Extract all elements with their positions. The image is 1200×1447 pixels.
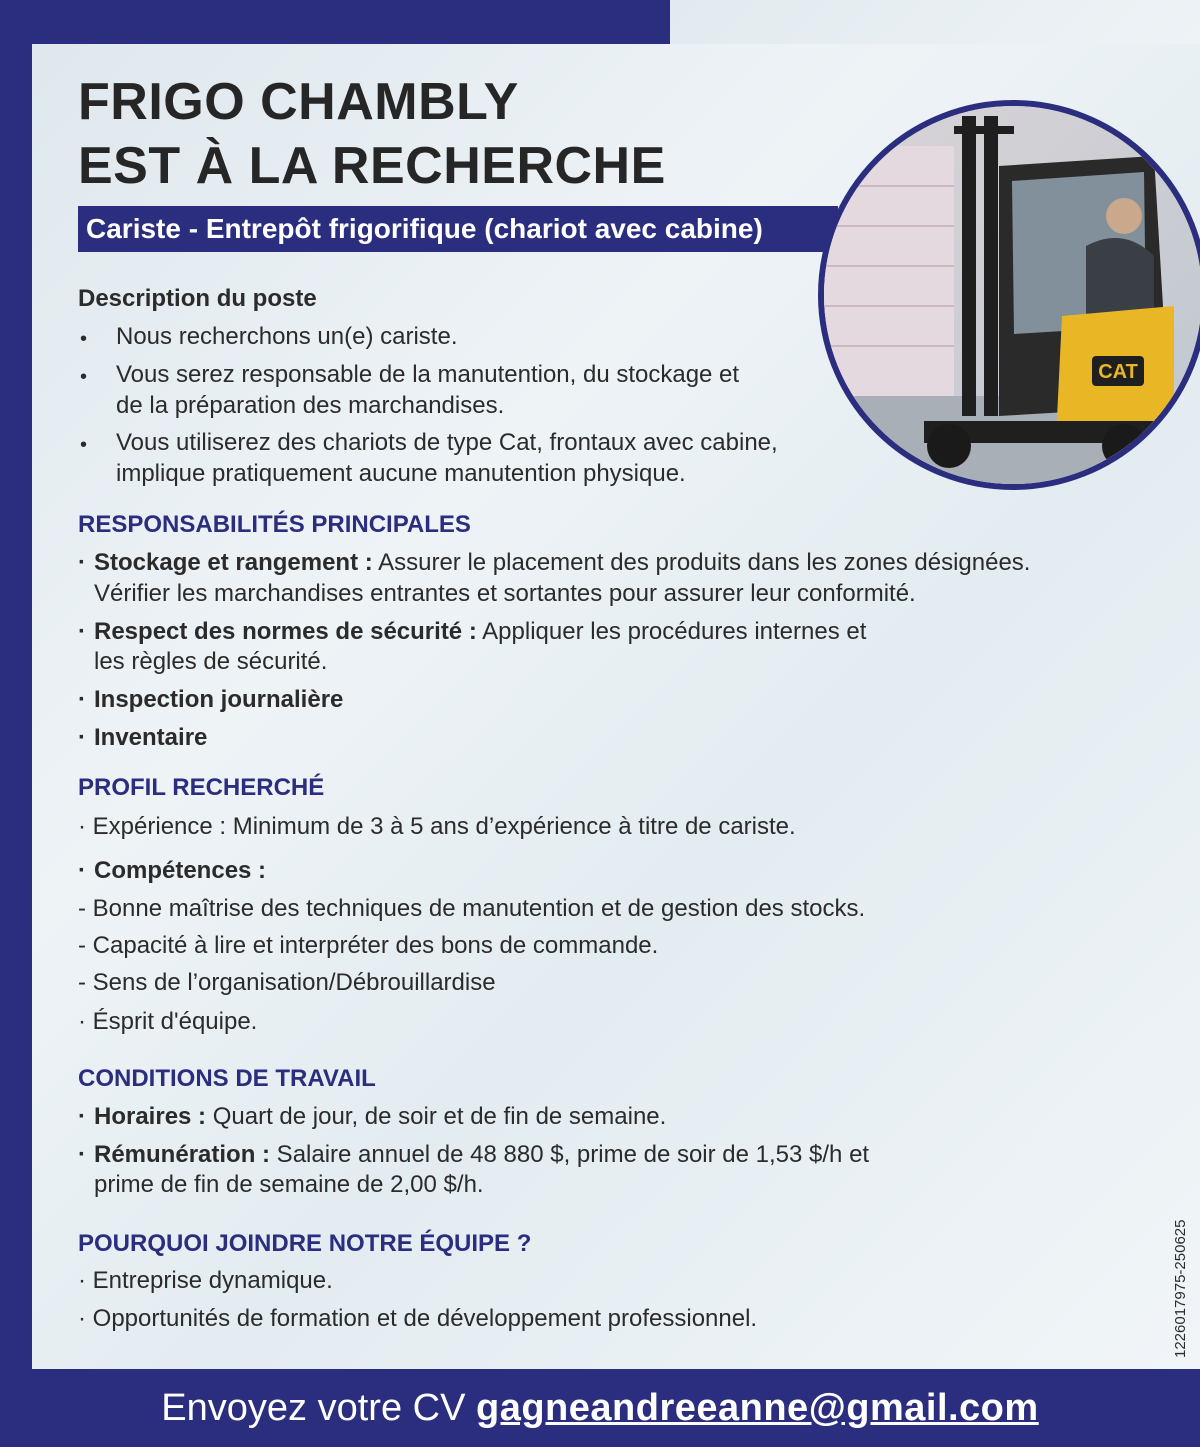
skill-item-3: - Sens de l’organisation/Débrouillardise: [78, 969, 496, 996]
responsibility-item-1-line2: Vérifier les marchandises entrantes et sortantes pour assurer leur conformité.: [94, 580, 916, 607]
why-item-2: · Opportunités de formation et de développement professionnel.: [78, 1305, 758, 1332]
description-item-2-line1: Vous serez responsable de la manutention, du stockage et: [116, 361, 740, 388]
page-title-line1: FRIGO CHAMBLY: [78, 73, 519, 131]
responsibility-item-2-text: Appliquer les procédures internes et: [476, 618, 867, 645]
frame-left-bar: [0, 0, 32, 1447]
panel-top-right: [670, 0, 1200, 44]
forklift-photo: [818, 100, 1200, 490]
why-heading: POURQUOI JOINDRE NOTRE ÉQUIPE ?: [78, 1230, 532, 1257]
frame-top-bar: [0, 0, 670, 44]
conditions-pay-text: Salaire annuel de 48 880 $, prime de soir de 1,53 $/h et: [270, 1141, 870, 1168]
reference-code: 1226017975-250625: [1172, 1219, 1189, 1358]
bullet-dot: ·: [78, 549, 86, 576]
profile-skills-label: Compétences :: [94, 857, 267, 884]
page-title-line2: EST À LA RECHERCHE: [78, 137, 666, 195]
description-item-1: Nous recherchons un(e) cariste.: [116, 323, 458, 350]
bullet-dot: ·: [78, 618, 86, 645]
description-heading: Description du poste: [78, 285, 317, 312]
conditions-pay-label: Rémunération :: [94, 1141, 271, 1168]
job-title: Cariste - Entrepôt frigorifique (chariot avec cabine): [86, 213, 763, 244]
responsibility-item-4: Inventaire: [94, 724, 208, 751]
description-item-2-line2: de la préparation des marchandises.: [116, 392, 505, 419]
conditions-hours-text: Quart de jour, de soir et de fin de semaine.: [206, 1103, 667, 1130]
profile-heading: PROFIL RECHERCHÉ: [78, 774, 325, 801]
responsibility-item-3: Inspection journalière: [94, 686, 344, 713]
responsibilities-heading: RESPONSABILITÉS PRINCIPALES: [78, 511, 471, 538]
description-item-3-line1: Vous utiliserez des chariots de type Cat, frontaux avec cabine,: [116, 429, 778, 456]
skill-item-2: - Capacité à lire et interpréter des bons de commande.: [78, 932, 659, 959]
cat-logo: CAT: [1098, 361, 1138, 383]
cta-line: [0, 1380, 1200, 1436]
forklift-illustration: [824, 106, 1200, 484]
bullet-dot: ·: [78, 857, 86, 884]
bullet-dot: •: [80, 366, 88, 388]
bullet-dot: •: [80, 328, 88, 350]
bullet-dot: ·: [78, 1103, 86, 1130]
responsibility-item-1-label: Stockage et rangement :: [94, 549, 373, 576]
cta-prefix: Envoyez votre CV: [161, 1387, 476, 1429]
bullet-dot: ·: [78, 724, 86, 751]
conditions-heading: CONDITIONS DE TRAVAIL: [78, 1065, 376, 1092]
bullet-dot: ·: [78, 686, 86, 713]
bullet-dot: ·: [78, 1141, 86, 1168]
bullet-dot: •: [80, 434, 88, 456]
why-item-1: · Entreprise dynamique.: [78, 1267, 333, 1294]
conditions-hours-label: Horaires :: [94, 1103, 207, 1130]
responsibility-item-1: [94, 548, 1030, 578]
description-item-3-line2: implique pratiquement aucune manutention physique.: [116, 460, 686, 487]
conditions-pay: [94, 1140, 869, 1170]
conditions-hours: [94, 1102, 666, 1132]
skill-item-4: · Ésprit d'équipe.: [78, 1008, 258, 1035]
conditions-pay-line2: prime de fin de semaine de 2,00 $/h.: [94, 1171, 484, 1198]
responsibility-item-1-text: Assurer le placement des produits dans les zones désignées.: [372, 549, 1031, 576]
profile-experience: · Expérience : Minimum de 3 à 5 ans d’expérience à titre de cariste.: [78, 813, 796, 840]
responsibility-item-2-label: Respect des normes de sécurité :: [94, 618, 477, 645]
responsibility-item-2-line2: les règles de sécurité.: [94, 648, 328, 675]
skill-item-1: - Bonne maîtrise des techniques de manutention et de gestion des stocks.: [78, 895, 866, 922]
cta-email-link[interactable]: gagneandreeanne@gmail.com: [475, 1387, 1039, 1429]
responsibility-item-2: [94, 617, 866, 647]
